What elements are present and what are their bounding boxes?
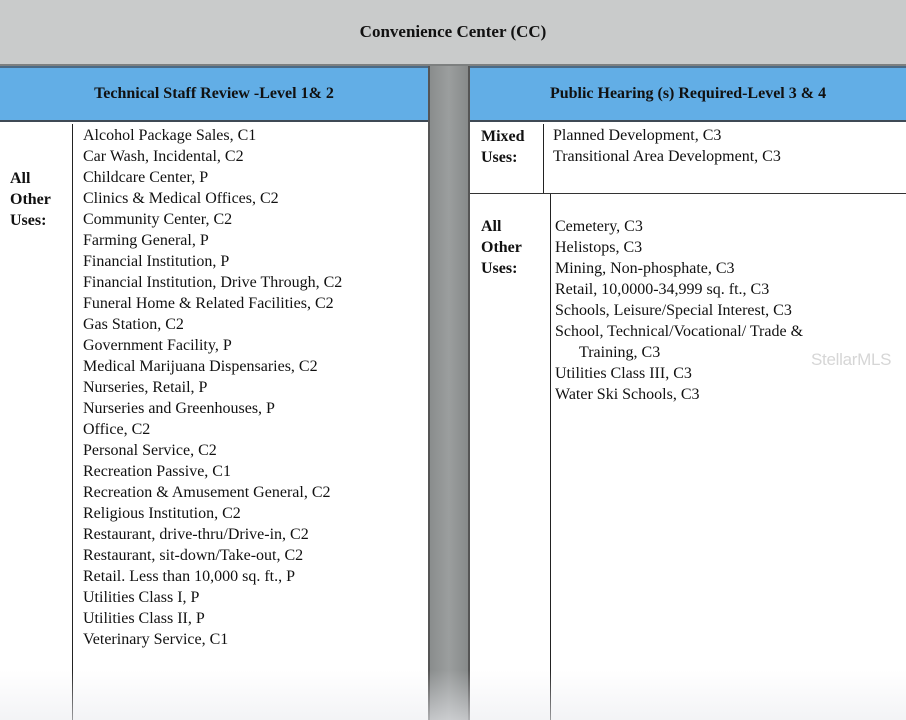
list-item: Alcohol Package Sales, C1	[83, 127, 257, 144]
list-item: Community Center, C2	[83, 211, 233, 228]
column-divider	[428, 66, 470, 720]
list-item: Utilities Class II, P	[83, 610, 205, 627]
list-item: Recreation & Amusement General, C2	[83, 484, 331, 501]
list-item: Medical Marijuana Dispensaries, C2	[83, 358, 318, 375]
list-item: Water Ski Schools, C3	[555, 386, 700, 403]
right-other-uses-list	[555, 216, 803, 405]
list-item: Veterinary Service, C1	[83, 631, 229, 648]
public-hearing-header: Public Hearing (s) Required-Level 3 & 4	[470, 66, 906, 122]
list-item: Utilities Class I, P	[83, 589, 200, 606]
list-item: Helistops, C3	[555, 239, 643, 256]
list-item: School, Technical/Vocational/ Trade &	[555, 323, 804, 340]
list-item: Nurseries and Greenhouses, P	[83, 400, 275, 417]
list-item: Mining, Non-phosphate, C3	[555, 260, 735, 277]
left-other-uses-label: All Other Uses:	[10, 170, 51, 229]
list-item: Cemetery, C3	[555, 218, 643, 235]
list-item: Training, C3	[579, 344, 661, 361]
page-title: Convenience Center (CC)	[0, 0, 906, 66]
list-item: Clinics & Medical Offices, C2	[83, 190, 279, 207]
left-uses-list	[83, 125, 342, 650]
right-other-label-divider	[550, 194, 551, 720]
technical-review-header: Technical Staff Review -Level 1& 2	[0, 66, 428, 122]
right-other-uses-label: All Other Uses:	[481, 218, 522, 277]
list-item: Nurseries, Retail, P	[83, 379, 208, 396]
list-item: Gas Station, C2	[83, 316, 184, 333]
list-item: Car Wash, Incidental, C2	[83, 148, 244, 165]
list-item: Retail, 10,0000-34,999 sq. ft., C3	[555, 281, 770, 298]
list-item: Schools, Leisure/Special Interest, C3	[555, 302, 792, 319]
mixed-uses-label: Mixed Uses:	[481, 128, 525, 166]
list-item: Childcare Center, P	[83, 169, 209, 186]
list-item: Restaurant, drive-thru/Drive-in, C2	[83, 526, 309, 543]
list-item: Religious Institution, C2	[83, 505, 241, 522]
list-item: Office, C2	[83, 421, 151, 438]
list-item: Retail. Less than 10,000 sq. ft., P	[83, 568, 295, 585]
right-row-divider	[470, 193, 906, 194]
list-item: Restaurant, sit-down/Take-out, C2	[83, 547, 304, 564]
list-item: Financial Institution, Drive Through, C2	[83, 274, 343, 291]
list-item: Planned Development, C3	[553, 127, 722, 144]
list-item: Transitional Area Development, C3	[553, 148, 781, 165]
list-item: Personal Service, C2	[83, 442, 217, 459]
list-item: Financial Institution, P	[83, 253, 230, 270]
list-item: Funeral Home & Related Facilities, C2	[83, 295, 334, 312]
list-item: Government Facility, P	[83, 337, 232, 354]
list-item: Utilities Class III, C3	[555, 365, 692, 382]
right-mixed-label-divider	[543, 124, 544, 194]
list-item: Farming General, P	[83, 232, 209, 249]
left-label-divider	[72, 124, 73, 720]
list-item: Recreation Passive, C1	[83, 463, 231, 480]
watermark: StellarMLS	[811, 350, 892, 369]
mixed-uses-list	[553, 125, 781, 167]
